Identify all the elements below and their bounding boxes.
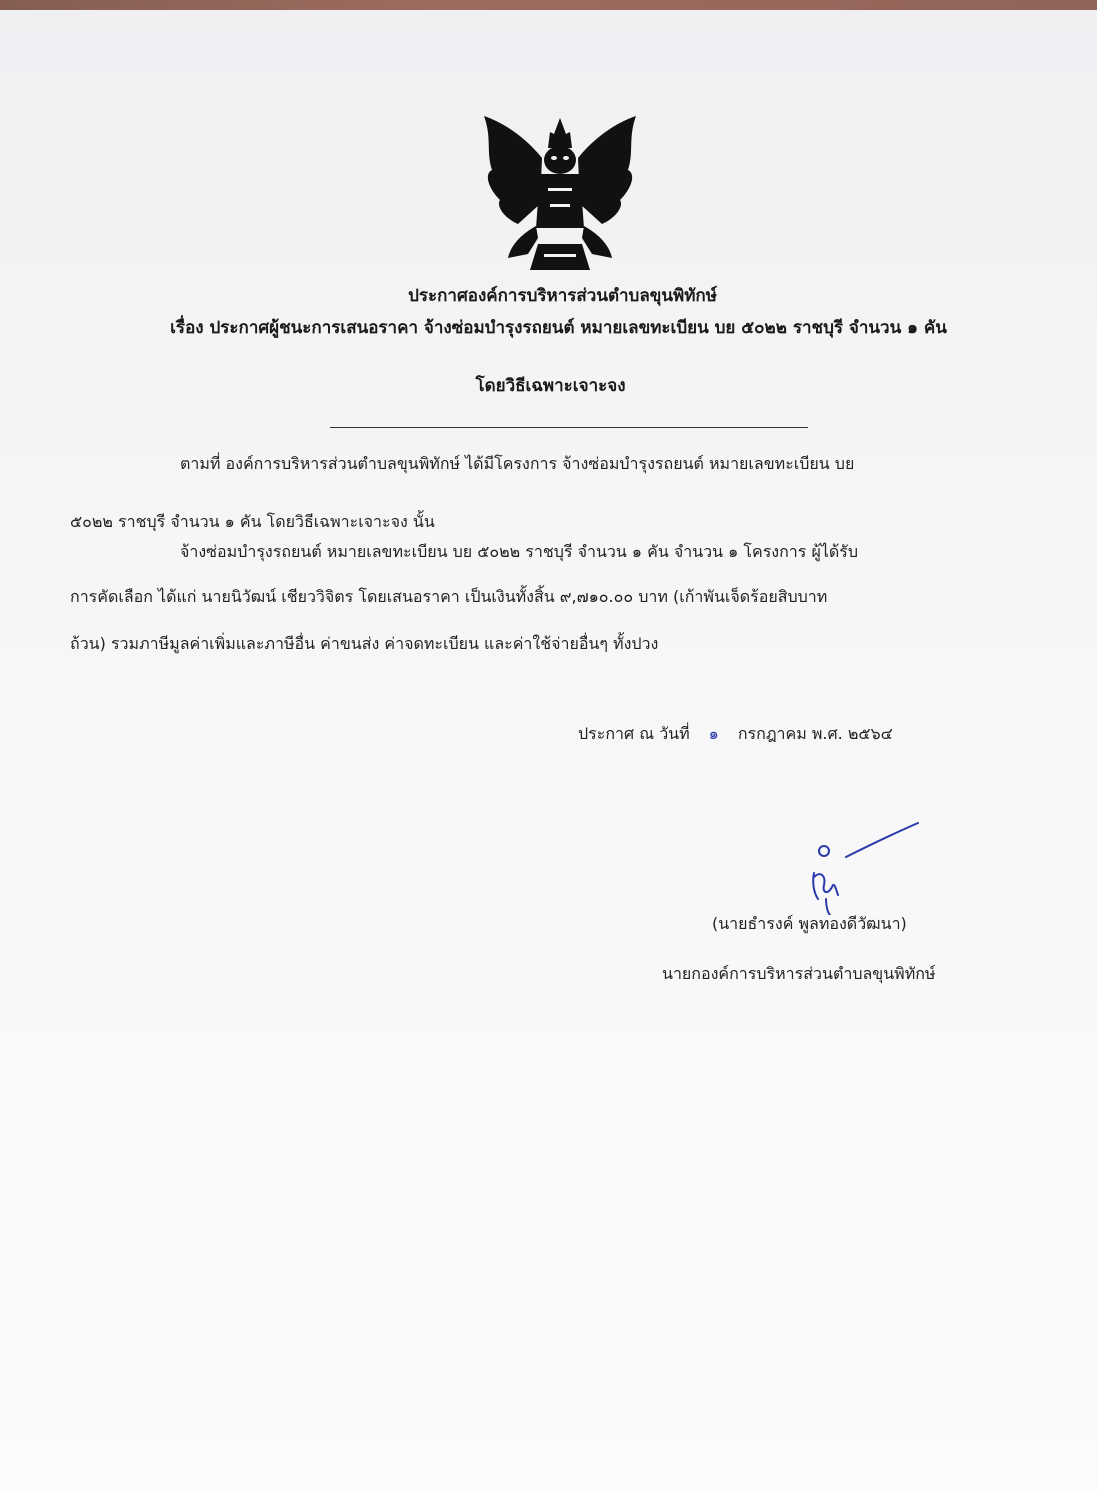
signatory-name: (นายธำรงค์ พูลทองดีวัฒนา) [712,914,907,933]
handwritten-signature [800,815,930,915]
paragraph-2-line-2: การคัดเลือก ได้แก่ นายนิวัฒน์ เชียววิจิตร โดยเสนอราคา เป็นเงินทั้งสิ้น ๙,๗๑๐.๐๐ บาท (เก้าพันเจ็ดร้อยสิบบาท [70,587,828,606]
page-top-edge [0,0,1097,10]
paragraph-2-line-1: จ้างซ่อมบำรุงรถยนต์ หมายเลขทะเบียน บย ๕๐๒๒ ราชบุรี จำนวน ๑ คัน จำนวน ๑ โครงการ ผู้ได้รับ [180,542,859,561]
date-prefix: ประกาศ ณ วันที่ [578,724,690,743]
header-org-line: ประกาศองค์การบริหารส่วนตำบลขุนพิทักษ์ [408,286,717,306]
date-day: ๑ [708,724,719,743]
date-month-year: กรกฎาคม พ.ศ. ๒๕๖๔ [737,724,893,743]
signatory-title: นายกองค์การบริหารส่วนตำบลขุนพิทักษ์ [662,964,936,983]
header-subject-line: เรื่อง ประกาศผู้ชนะการเสนอราคา จ้างซ่อมบำรุงรถยนต์ หมายเลขทะเบียน บย ๕๐๒๒ ราชบุรี จำนวน ๑ คัน [170,318,947,338]
paragraph-2-line-3: ถ้วน) รวมภาษีมูลค่าเพิ่มและภาษีอื่น ค่าขนส่ง ค่าจดทะเบียน และค่าใช้จ่ายอื่นๆ ทั้งปวง [70,634,659,653]
header-method-line: โดยวิธีเฉพาะเจาะจง [475,376,626,396]
header-divider [330,427,808,428]
garuda-emblem-icon [478,108,643,280]
paragraph-1-line-1: ตามที่ องค์การบริหารส่วนตำบลขุนพิทักษ์ ได้มีโครงการ จ้างซ่อมบำรุงรถยนต์ หมายเลขทะเบียน บย [180,454,855,473]
announcement-date [578,722,893,747]
paragraph-1-line-2: ๕๐๒๒ ราชบุรี จำนวน ๑ คัน โดยวิธีเฉพาะเจาะจง นั้น [70,512,435,531]
